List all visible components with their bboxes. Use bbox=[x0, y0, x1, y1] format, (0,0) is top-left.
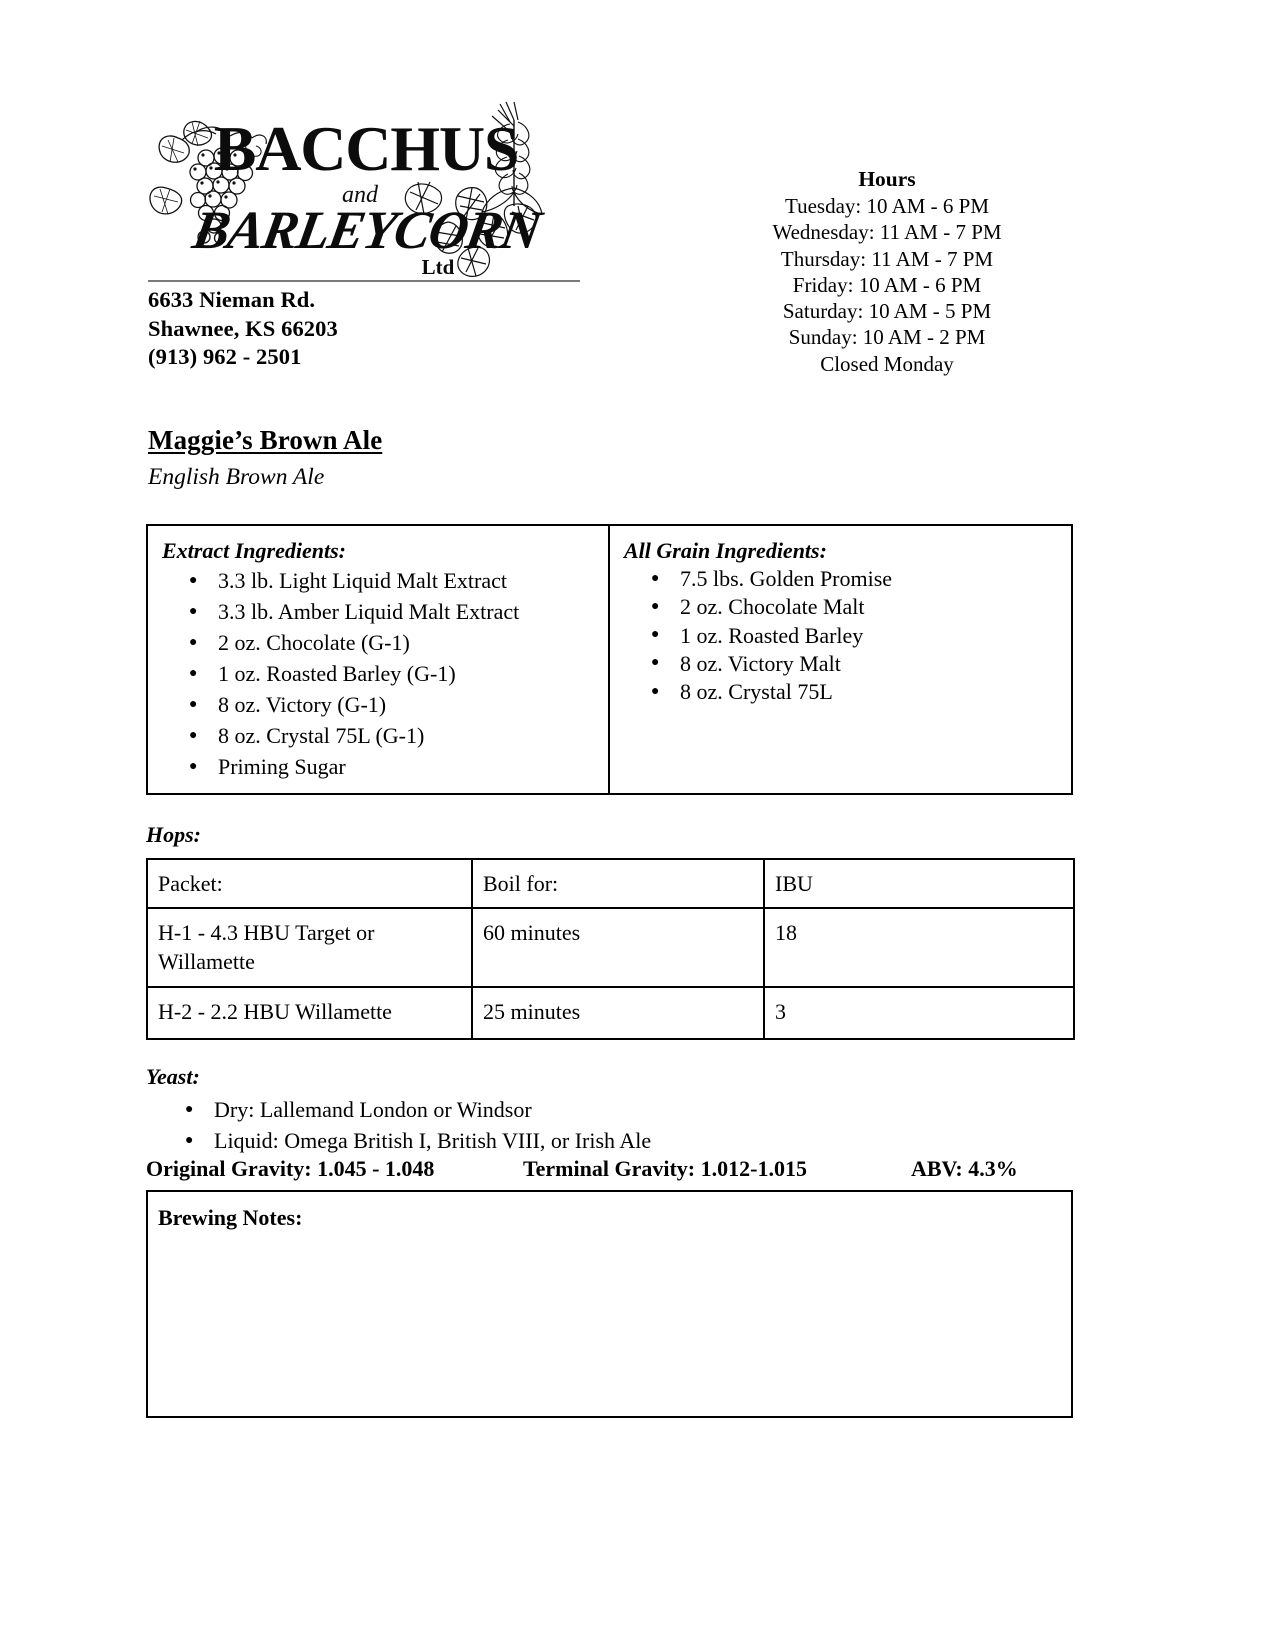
list-item: ● 8 oz. Crystal 75L bbox=[680, 678, 1065, 706]
address-line-phone: (913) 962 - 2501 bbox=[148, 344, 302, 369]
address-line-city: Shawnee, KS 66203 bbox=[148, 315, 338, 341]
table-row bbox=[147, 908, 1074, 987]
brewing-notes-box[interactable] bbox=[146, 1190, 1073, 1418]
original-gravity-value: Original Gravity: 1.045 - 1.048 bbox=[146, 1156, 435, 1181]
list-item: ● 8 oz. Victory (G-1) bbox=[218, 689, 602, 720]
hours-line: Friday: 10 AM - 6 PM bbox=[792, 272, 982, 297]
list-item: ● 3.3 lb. Amber Liquid Malt Extract bbox=[218, 596, 602, 627]
letterhead bbox=[148, 96, 1078, 386]
column-header-boil: Boil for: bbox=[472, 859, 764, 908]
yeast-list bbox=[146, 1095, 651, 1156]
cell-ibu: 18 bbox=[764, 908, 1074, 987]
all-grain-ingredients-list bbox=[620, 565, 1065, 706]
cell-ibu: 3 bbox=[764, 987, 1074, 1039]
table-header-row bbox=[147, 859, 1074, 908]
terminal-gravity-value: Terminal Gravity: 1.012-1.015 bbox=[523, 1156, 807, 1181]
cell-packet: H-2 - 2.2 HBU Willamette bbox=[147, 987, 472, 1039]
hours-line-closed: Closed Monday bbox=[820, 351, 954, 376]
cell-boil: 60 minutes bbox=[472, 908, 764, 987]
cell-packet: H-1 - 4.3 HBU Target or Willamette bbox=[147, 908, 472, 987]
all-grain-ingredients-cell bbox=[610, 526, 1071, 793]
extract-ingredients-heading: Extract Ingredients: bbox=[162, 538, 346, 563]
hours-line: Saturday: 10 AM - 5 PM bbox=[782, 299, 992, 324]
hours-title: Hours bbox=[858, 167, 916, 191]
list-item: ● 1 oz. Roasted Barley bbox=[680, 622, 1065, 650]
list-item: ● Dry: Lallemand London or Windsor bbox=[214, 1095, 651, 1126]
list-item: ● 1 oz. Roasted Barley (G-1) bbox=[218, 658, 602, 689]
hours-line: Thursday: 11 AM - 7 PM bbox=[780, 246, 994, 271]
extract-ingredients-cell bbox=[148, 526, 610, 793]
column-header-ibu: IBU bbox=[764, 859, 1074, 908]
cell-boil: 25 minutes bbox=[472, 987, 764, 1039]
header-divider-rule bbox=[148, 280, 580, 282]
svg-text:BACCHUS: BACCHUS bbox=[213, 113, 519, 184]
table-row bbox=[147, 987, 1074, 1039]
company-logo bbox=[148, 96, 580, 376]
hours-line: Tuesday: 10 AM - 6 PM bbox=[784, 194, 989, 218]
hours-line: Sunday: 10 AM - 2 PM bbox=[788, 325, 986, 350]
recipe-title: Maggie’s Brown Ale bbox=[148, 425, 383, 455]
business-address bbox=[148, 286, 338, 372]
column-header-packet: Packet: bbox=[147, 859, 472, 908]
svg-text:BARLEYCORN: BARLEYCORN bbox=[188, 200, 545, 260]
hops-table bbox=[146, 858, 1075, 1040]
svg-text:and: and bbox=[342, 182, 378, 208]
list-item: ● 7.5 lbs. Golden Promise bbox=[680, 565, 1065, 593]
address-line-street: 6633 Nieman Rd. bbox=[148, 287, 316, 312]
bacchus-and-barleycorn-logo-art bbox=[148, 96, 580, 281]
list-item: ● 8 oz. Crystal 75L (G-1) bbox=[218, 720, 602, 751]
list-item: ● 3.3 lb. Light Liquid Malt Extract bbox=[218, 565, 602, 596]
svg-text:Ltd: Ltd bbox=[421, 255, 455, 279]
hours-line: Wednesday: 11 AM - 7 PM bbox=[772, 220, 1002, 245]
yeast-section-label: Yeast: bbox=[146, 1064, 200, 1089]
extract-ingredients-list bbox=[158, 565, 602, 782]
all-grain-ingredients-heading: All Grain Ingredients: bbox=[624, 538, 827, 563]
ingredients-table bbox=[146, 524, 1073, 795]
brewing-notes-label: Brewing Notes: bbox=[158, 1205, 303, 1230]
store-hours bbox=[696, 166, 1078, 377]
list-item: ● Liquid: Omega British I, British VIII, or Irish Ale bbox=[214, 1126, 651, 1157]
recipe-style-subtitle: English Brown Ale bbox=[148, 464, 325, 490]
list-item: ● 8 oz. Victory Malt bbox=[680, 650, 1065, 678]
abv-value: ABV: 4.3% bbox=[911, 1156, 1018, 1181]
hops-section-label: Hops: bbox=[146, 822, 201, 847]
list-item: ● 2 oz. Chocolate (G-1) bbox=[218, 627, 602, 658]
list-item: ● 2 oz. Chocolate Malt bbox=[680, 593, 1065, 621]
list-item: ● Priming Sugar bbox=[218, 751, 602, 782]
